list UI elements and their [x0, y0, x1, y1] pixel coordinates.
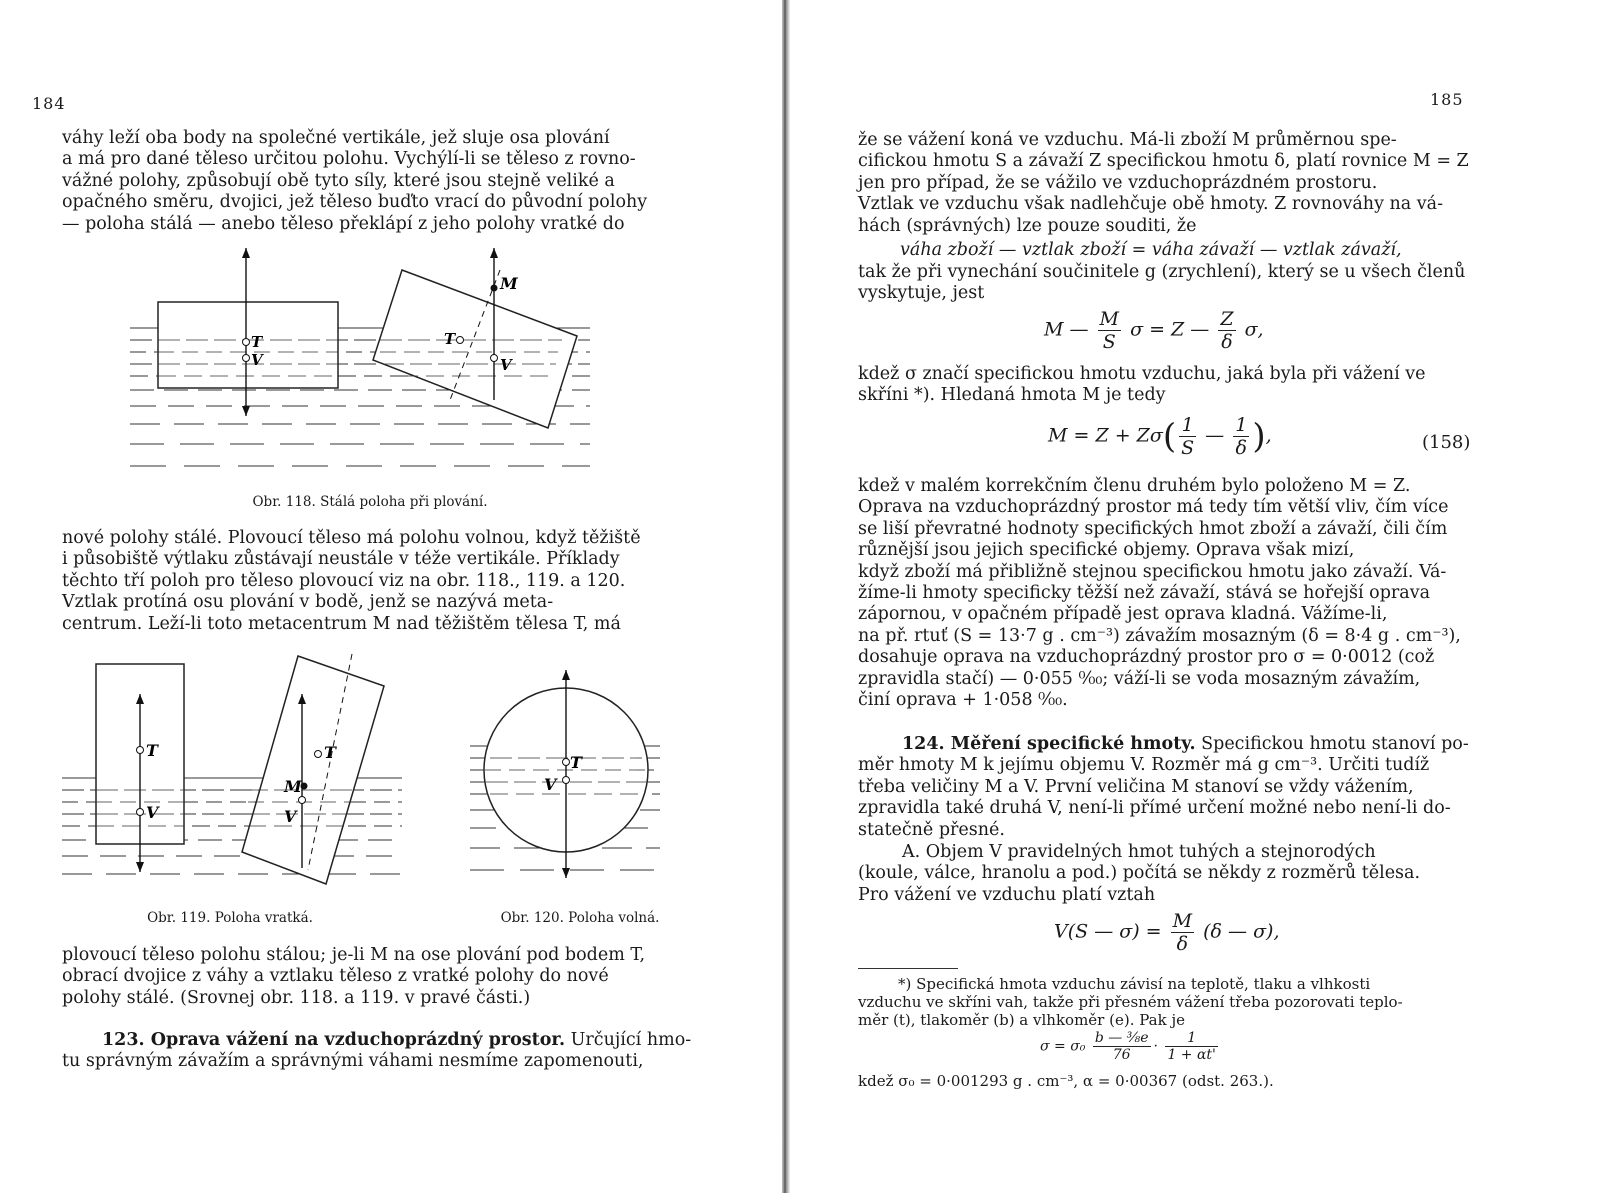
- text-line: když zboží má přibližně stejnou specifickou hmotu jako závaží. Vá-: [858, 561, 1447, 582]
- text-line: Pro vážení ve vzduchu platí vztah: [858, 884, 1156, 905]
- fraction: [1218, 308, 1235, 353]
- text-line: vážné polohy, způsobují obě tyto síly, které jsou stejně veliké a: [62, 170, 615, 191]
- text-line: [62, 1030, 692, 1051]
- label-T: T: [146, 741, 158, 760]
- text-line: Vztlak protíná osu plování v bodě, jenž se nazývá meta-: [62, 592, 554, 613]
- paragraph-1: [858, 130, 1468, 237]
- denominator: δ: [1221, 331, 1233, 353]
- text-line: *) Specifická hmota vzduchu závisí na teplotě, tlaku a vlhkosti: [898, 975, 1371, 993]
- equation-number: (158): [1422, 432, 1471, 453]
- text-line: váhy leží oba body na společné vertikále, jež sluje osa plování: [62, 128, 610, 148]
- text-line: polohy stálé. (Srovnej obr. 118. a 119. v pravé části.): [62, 987, 531, 1008]
- paragraph-2: [858, 262, 1468, 305]
- text-fragment: Specifickou hmotu stanoví po-: [1201, 734, 1469, 754]
- text-line: měr hmoty M k jejímu objemu V. Rozměr má g cm⁻³. Určiti tudíž: [858, 755, 1430, 776]
- eq-part: σ,: [1244, 318, 1264, 341]
- text-line: obrací dvojice z váhy a vztlaku těleso z vratké polohy do nové: [62, 966, 609, 987]
- paragraph-2: [62, 528, 668, 635]
- tilted-block: [373, 270, 577, 428]
- paragraph-3: [62, 945, 668, 1009]
- caption-figure-119: Obr. 119. Poloha vratká.: [147, 910, 313, 926]
- section-heading: 123. Oprava vážení na vzduchoprázdný prostor.: [102, 1030, 566, 1050]
- denominator: S: [1102, 331, 1116, 353]
- text-line: na př. rtuť (S = 13·7 g . cm⁻³) závažím mosazným (δ = 8·4 g . cm⁻³),: [858, 625, 1461, 646]
- label-V: V: [544, 775, 557, 794]
- label-V: V: [284, 807, 297, 826]
- numerator: 1: [1179, 414, 1196, 437]
- denominator: 1 + αt': [1167, 1047, 1216, 1063]
- text-line: Vztlak ve vzduchu však nadlehčuje obě hmoty. Z rovnováhy na vá-: [858, 194, 1444, 215]
- figure-119: [62, 650, 402, 900]
- numerator: M: [1172, 910, 1193, 932]
- text-line: třeba veličiny M a V. První veličina M stanoví se vždy vážením,: [858, 776, 1414, 797]
- equation-1: [1044, 308, 1264, 353]
- text-line: žíme-li hmoty specificky těžší než závaží, stává se hořejší oprava: [858, 583, 1431, 604]
- text-line: jen pro případ, že se vážilo ve vzduchoprázdném prostoru.: [858, 172, 1378, 193]
- caption-figure-120: Obr. 120. Poloha volná.: [500, 910, 660, 926]
- label-T: T: [570, 753, 582, 772]
- section-heading: 124. Měření specifické hmoty.: [902, 734, 1196, 754]
- eq-part: σ = σ₀: [1040, 1038, 1086, 1055]
- paragraph-1: [62, 128, 668, 235]
- text-line: se liší převratné hodnoty specifických hmot zboží a závaží, čili čím: [858, 518, 1448, 539]
- eq-part: V(S — σ) =: [1054, 920, 1162, 943]
- text-line: vyskytuje, jest: [858, 283, 985, 304]
- fraction: [1098, 308, 1121, 353]
- numerator: 1: [1165, 1030, 1217, 1047]
- equation-158: M = Z + Zσ( $\frac{1}{S}$ — $\frac{1}{\delta}$ ),: [1048, 414, 1272, 459]
- text-line: cifickou hmotu S a závaží Z specifickou hmotu δ, platí rovnice M = Z: [858, 151, 1469, 172]
- page-number: 184: [32, 94, 66, 113]
- fraction: [1165, 1030, 1217, 1063]
- section-123: [62, 1030, 692, 1073]
- text-line: kdež v malém korrekčním členu druhém bylo položeno M = Z.: [858, 476, 1411, 496]
- word-equation: váha zboží — vztlak zboží = váha závaží — vztlak závaží,: [900, 240, 1402, 260]
- denominator: S: [1181, 437, 1195, 459]
- text-line: (koule, válce, hranolu a pod.) počítá se někdy z rozměrů tělesa.: [858, 863, 1421, 884]
- left-page: [0, 0, 782, 1193]
- text-line: Oprava na vzduchoprázdný prostor má tedy tím větší vliv, čím více: [858, 497, 1449, 518]
- fraction: [1233, 414, 1249, 459]
- text-line: měr (t), tlakoměr (b) a vlhkoměr (e). Pak je: [858, 1011, 1185, 1029]
- denominator: δ: [1235, 437, 1247, 459]
- fraction: [1179, 414, 1196, 459]
- eq-part: (δ — σ),: [1203, 920, 1280, 943]
- numerator: 1: [1235, 414, 1248, 436]
- label-T: T: [251, 333, 263, 351]
- eq-part: σ = Z —: [1130, 318, 1210, 341]
- denominator: 76: [1112, 1047, 1131, 1063]
- text-line: zápornou, v opačném případě jest oprava kladná. Vážíme-li,: [858, 604, 1388, 625]
- text-line: [858, 734, 1468, 755]
- text-line: skříni *). Hledaná hmota M je tedy: [858, 385, 1166, 406]
- label-M: M: [284, 777, 302, 796]
- numerator: Z: [1220, 308, 1234, 330]
- caption-figure-118: Obr. 118. Stálá poloha při plování.: [252, 494, 488, 510]
- denominator: δ: [1176, 933, 1189, 955]
- label-V: V: [146, 803, 159, 822]
- label-T: T: [444, 330, 456, 348]
- text-line: vzduchu ve skříni vah, takže při přesném vážení třeba pozorovati teplo-: [858, 993, 1403, 1011]
- text-line: že se vážení koná ve vzduchu. Má-li zboží M průměrnou spe-: [858, 130, 1397, 150]
- text-line: dosahuje oprava na vzduchoprázdný prostor pro σ = 0·0012 (což: [858, 647, 1435, 668]
- text-line: hách (správných) lze pouze souditi, že: [858, 215, 1197, 236]
- text-fragment: Určující hmo-: [570, 1030, 692, 1050]
- text-line: zpravidla stačí) — 0·055 ⁰⁄₀₀; váží-li se voda mosazným závažím,: [858, 668, 1421, 689]
- footnote-rule: [858, 968, 958, 969]
- text-line: i působiště výtlaku zůstávají neustále v téže vertikále. Příklady: [62, 549, 620, 570]
- label-V: V: [500, 356, 512, 374]
- numerator: b — ⅜e: [1094, 1030, 1149, 1046]
- right-page: [790, 0, 1612, 1193]
- paragraph-3: [858, 364, 1468, 407]
- label-M: M: [500, 274, 518, 293]
- text-line: těchto tří poloh pro těleso plovoucí viz na obr. 118., 119. a 120.: [62, 570, 626, 591]
- figure-120: [470, 664, 660, 894]
- text-line: různější jsou jejich specifické objemy. Oprava však mizí,: [858, 540, 1355, 561]
- text-line: a má pro dané těleso určitou polohu. Vychýlí-li se těleso z rovno-: [62, 149, 636, 170]
- tilted-tall-block: [242, 656, 384, 884]
- fraction: [1171, 910, 1194, 955]
- label-V: V: [251, 351, 263, 369]
- fraction: [1093, 1030, 1151, 1063]
- footnote-equation: σ = σ₀ $\frac{\text{b — ⅜e}}{76}$ · $\frac{1}{1 + \alpha t'}$: [1040, 1030, 1216, 1063]
- section-124: [858, 734, 1468, 841]
- text-line: nové polohy stálé. Plovoucí těleso má polohu volnou, když těžiště: [62, 528, 641, 548]
- text-line: kdež σ značí specifickou hmotu vzduchu, jaká byla při vážení ve: [858, 364, 1426, 384]
- text-line: tak že při vynechání součinitele g (zrychlení), který se u všech členů: [858, 262, 1466, 282]
- text-line: opačného směru, dvojici, jež těleso buďto vrací do původní polohy: [62, 192, 648, 213]
- numerator: M: [1099, 308, 1120, 330]
- text-line: statečně přesné.: [858, 819, 1005, 840]
- footnote-last-line: kdež σ₀ = 0·001293 g . cm⁻³, α = 0·00367 (odst. 263.).: [858, 1072, 1274, 1090]
- label-T: T: [324, 743, 336, 762]
- text-line: tu správným závažím a správnými váhami nesmíme zapomenouti,: [62, 1051, 644, 1072]
- text-line: činí oprava + 1·058 ⁰⁄₀₀.: [858, 690, 1068, 711]
- eq-part: M —: [1044, 318, 1089, 341]
- text-line: — poloha stálá — anebo těleso překlápí z jeho polohy vratké do: [62, 213, 625, 234]
- page-number: 185: [1430, 90, 1464, 109]
- text-line: zpravidla také druhá V, není-li přímé určení možné nebo není-li do-: [858, 798, 1451, 819]
- equation-3: [1054, 910, 1280, 955]
- footnote: [858, 975, 1468, 1029]
- paragraph-4: [858, 476, 1468, 711]
- eq-part: M = Z + Zσ: [1048, 424, 1163, 447]
- paragraph-A: [858, 842, 1468, 906]
- figure-118: [130, 248, 590, 486]
- text-line: plovoucí těleso polohu stálou; je-li M na ose plování pod bodem T,: [62, 945, 646, 965]
- text-line: A. Objem V pravidelných hmot tuhých a stejnorodých: [902, 842, 1376, 862]
- text-line: centrum. Leží-li toto metacentrum M nad těžištěm tělesa T, má: [62, 613, 621, 634]
